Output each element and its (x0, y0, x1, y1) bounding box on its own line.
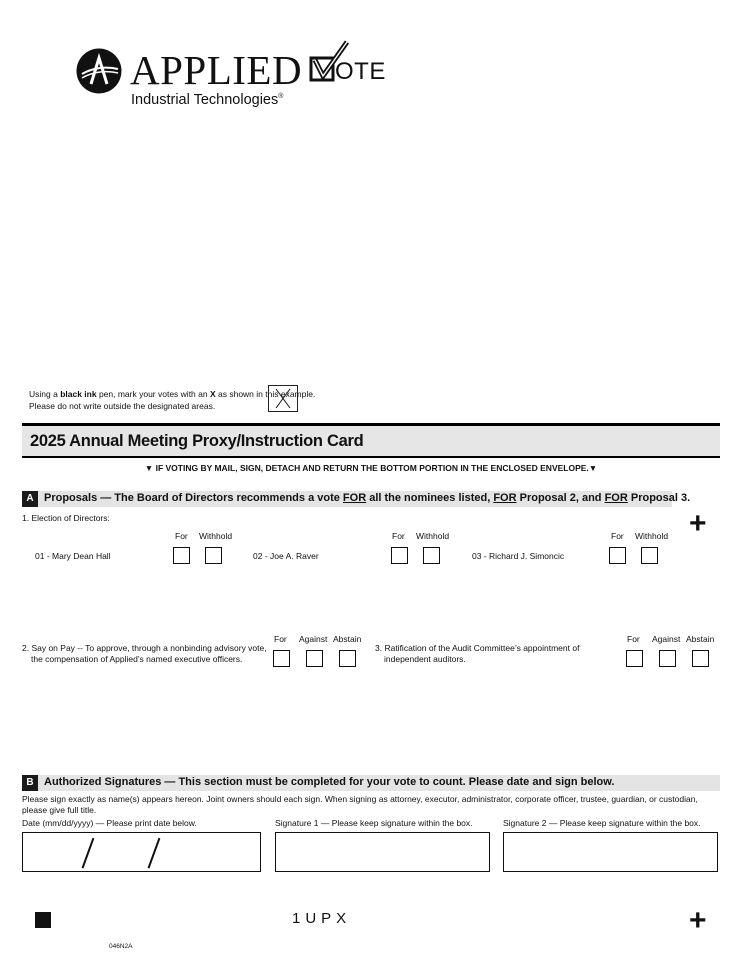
signature-2-label: Signature 2 — Please keep signature within the box. (503, 818, 701, 828)
nominee-1-for-checkbox[interactable] (173, 547, 190, 564)
detach-notice: ▼ IF VOTING BY MAIL, SIGN, DETACH AND RETURN THE BOTTOM PORTION IN THE ENCLOSED ENVELOPE.▼ (144, 463, 598, 473)
col-against: Against (652, 634, 681, 644)
marking-instructions: Using a black ink pen, mark your votes with an X as shown in this example. Please do not write outside the designated areas. (29, 389, 316, 411)
signature-1-label: Signature 1 — Please keep signature within the box. (275, 818, 473, 828)
col-abstain: Abstain (686, 634, 715, 644)
logo-subtitle: Industrial Technologies® (131, 92, 284, 108)
example-mark-box (268, 385, 298, 412)
election-label: 1. Election of Directors: (22, 513, 110, 523)
registration-plus-icon: + (689, 904, 707, 937)
proposal-3-for-checkbox[interactable] (626, 650, 643, 667)
vote-text: OTE (335, 58, 386, 85)
section-b-header (22, 775, 720, 791)
section-a-badge: A (22, 491, 38, 507)
section-a-title: Proposals — The Board of Directors recommends a vote FOR all the nominees listed, FOR Proposal 2, and FOR Proposal 3. (44, 492, 691, 504)
date-separator (148, 838, 160, 869)
applied-logo-icon (76, 48, 122, 94)
nominee-1-withhold-checkbox[interactable] (205, 547, 222, 564)
card-title-bar (22, 423, 720, 458)
proposal-3-against-checkbox[interactable] (659, 650, 676, 667)
nominee-3-withhold-checkbox[interactable] (641, 547, 658, 564)
down-triangle-icon: ▼ (144, 463, 154, 473)
col-abstain: Abstain (333, 634, 362, 644)
col-for: For (175, 531, 188, 541)
form-code: 1UPX (292, 910, 352, 927)
nominee-2: 02 - Joe A. Raver (253, 551, 319, 561)
section-b-title: Authorized Signatures — This section must be completed for your vote to count. Please date and sign below. (44, 776, 615, 788)
form-id: 046N2A (109, 943, 133, 950)
date-separator (82, 838, 94, 869)
proposal-2-abstain-checkbox[interactable] (339, 650, 356, 667)
col-for: For (274, 634, 287, 644)
signature-2-box[interactable] (503, 832, 718, 872)
card-title: 2025 Annual Meeting Proxy/Instruction Card (30, 432, 364, 450)
section-b-badge: B (22, 775, 38, 791)
proposal-3-text: 3. Ratification of the Audit Committee’s appointment of independent auditors. (375, 643, 580, 664)
proposal-2-against-checkbox[interactable] (306, 650, 323, 667)
col-withhold: Withhold (635, 531, 669, 541)
applied-logo (76, 48, 122, 94)
down-triangle-icon: ▼ (588, 463, 598, 473)
col-for: For (392, 531, 405, 541)
registration-square (35, 912, 51, 928)
logo-brand-name: APPLIED (130, 47, 303, 93)
signing-instructions: Please sign exactly as name(s) appears hereon. Joint owners should each sign. When signing as attorney, executor, administrator, corporate officer, trustee, guardian, or custodian, please give full title. (22, 794, 698, 815)
nominee-3-for-checkbox[interactable] (609, 547, 626, 564)
date-input-box[interactable] (22, 832, 261, 872)
col-for: For (611, 531, 624, 541)
nominee-2-withhold-checkbox[interactable] (423, 547, 440, 564)
col-against: Against (299, 634, 328, 644)
nominee-2-for-checkbox[interactable] (391, 547, 408, 564)
date-label: Date (mm/dd/yyyy) — Please print date below. (22, 818, 197, 828)
proposal-2-text: 2. Say on Pay -- To approve, through a nonbinding advisory vote, the compensation of Applied’s named executive officers. (22, 643, 267, 664)
nominee-1: 01 - Mary Dean Hall (35, 551, 111, 561)
signature-1-box[interactable] (275, 832, 490, 872)
col-withhold: Withhold (416, 531, 450, 541)
col-for: For (627, 634, 640, 644)
section-a-header (22, 491, 691, 507)
proposal-2-for-checkbox[interactable] (273, 650, 290, 667)
x-mark-icon (269, 386, 297, 411)
proposal-3-abstain-checkbox[interactable] (692, 650, 709, 667)
registration-plus-icon: + (689, 507, 707, 540)
col-withhold: Withhold (199, 531, 233, 541)
nominee-3: 03 - Richard J. Simoncic (472, 551, 565, 561)
